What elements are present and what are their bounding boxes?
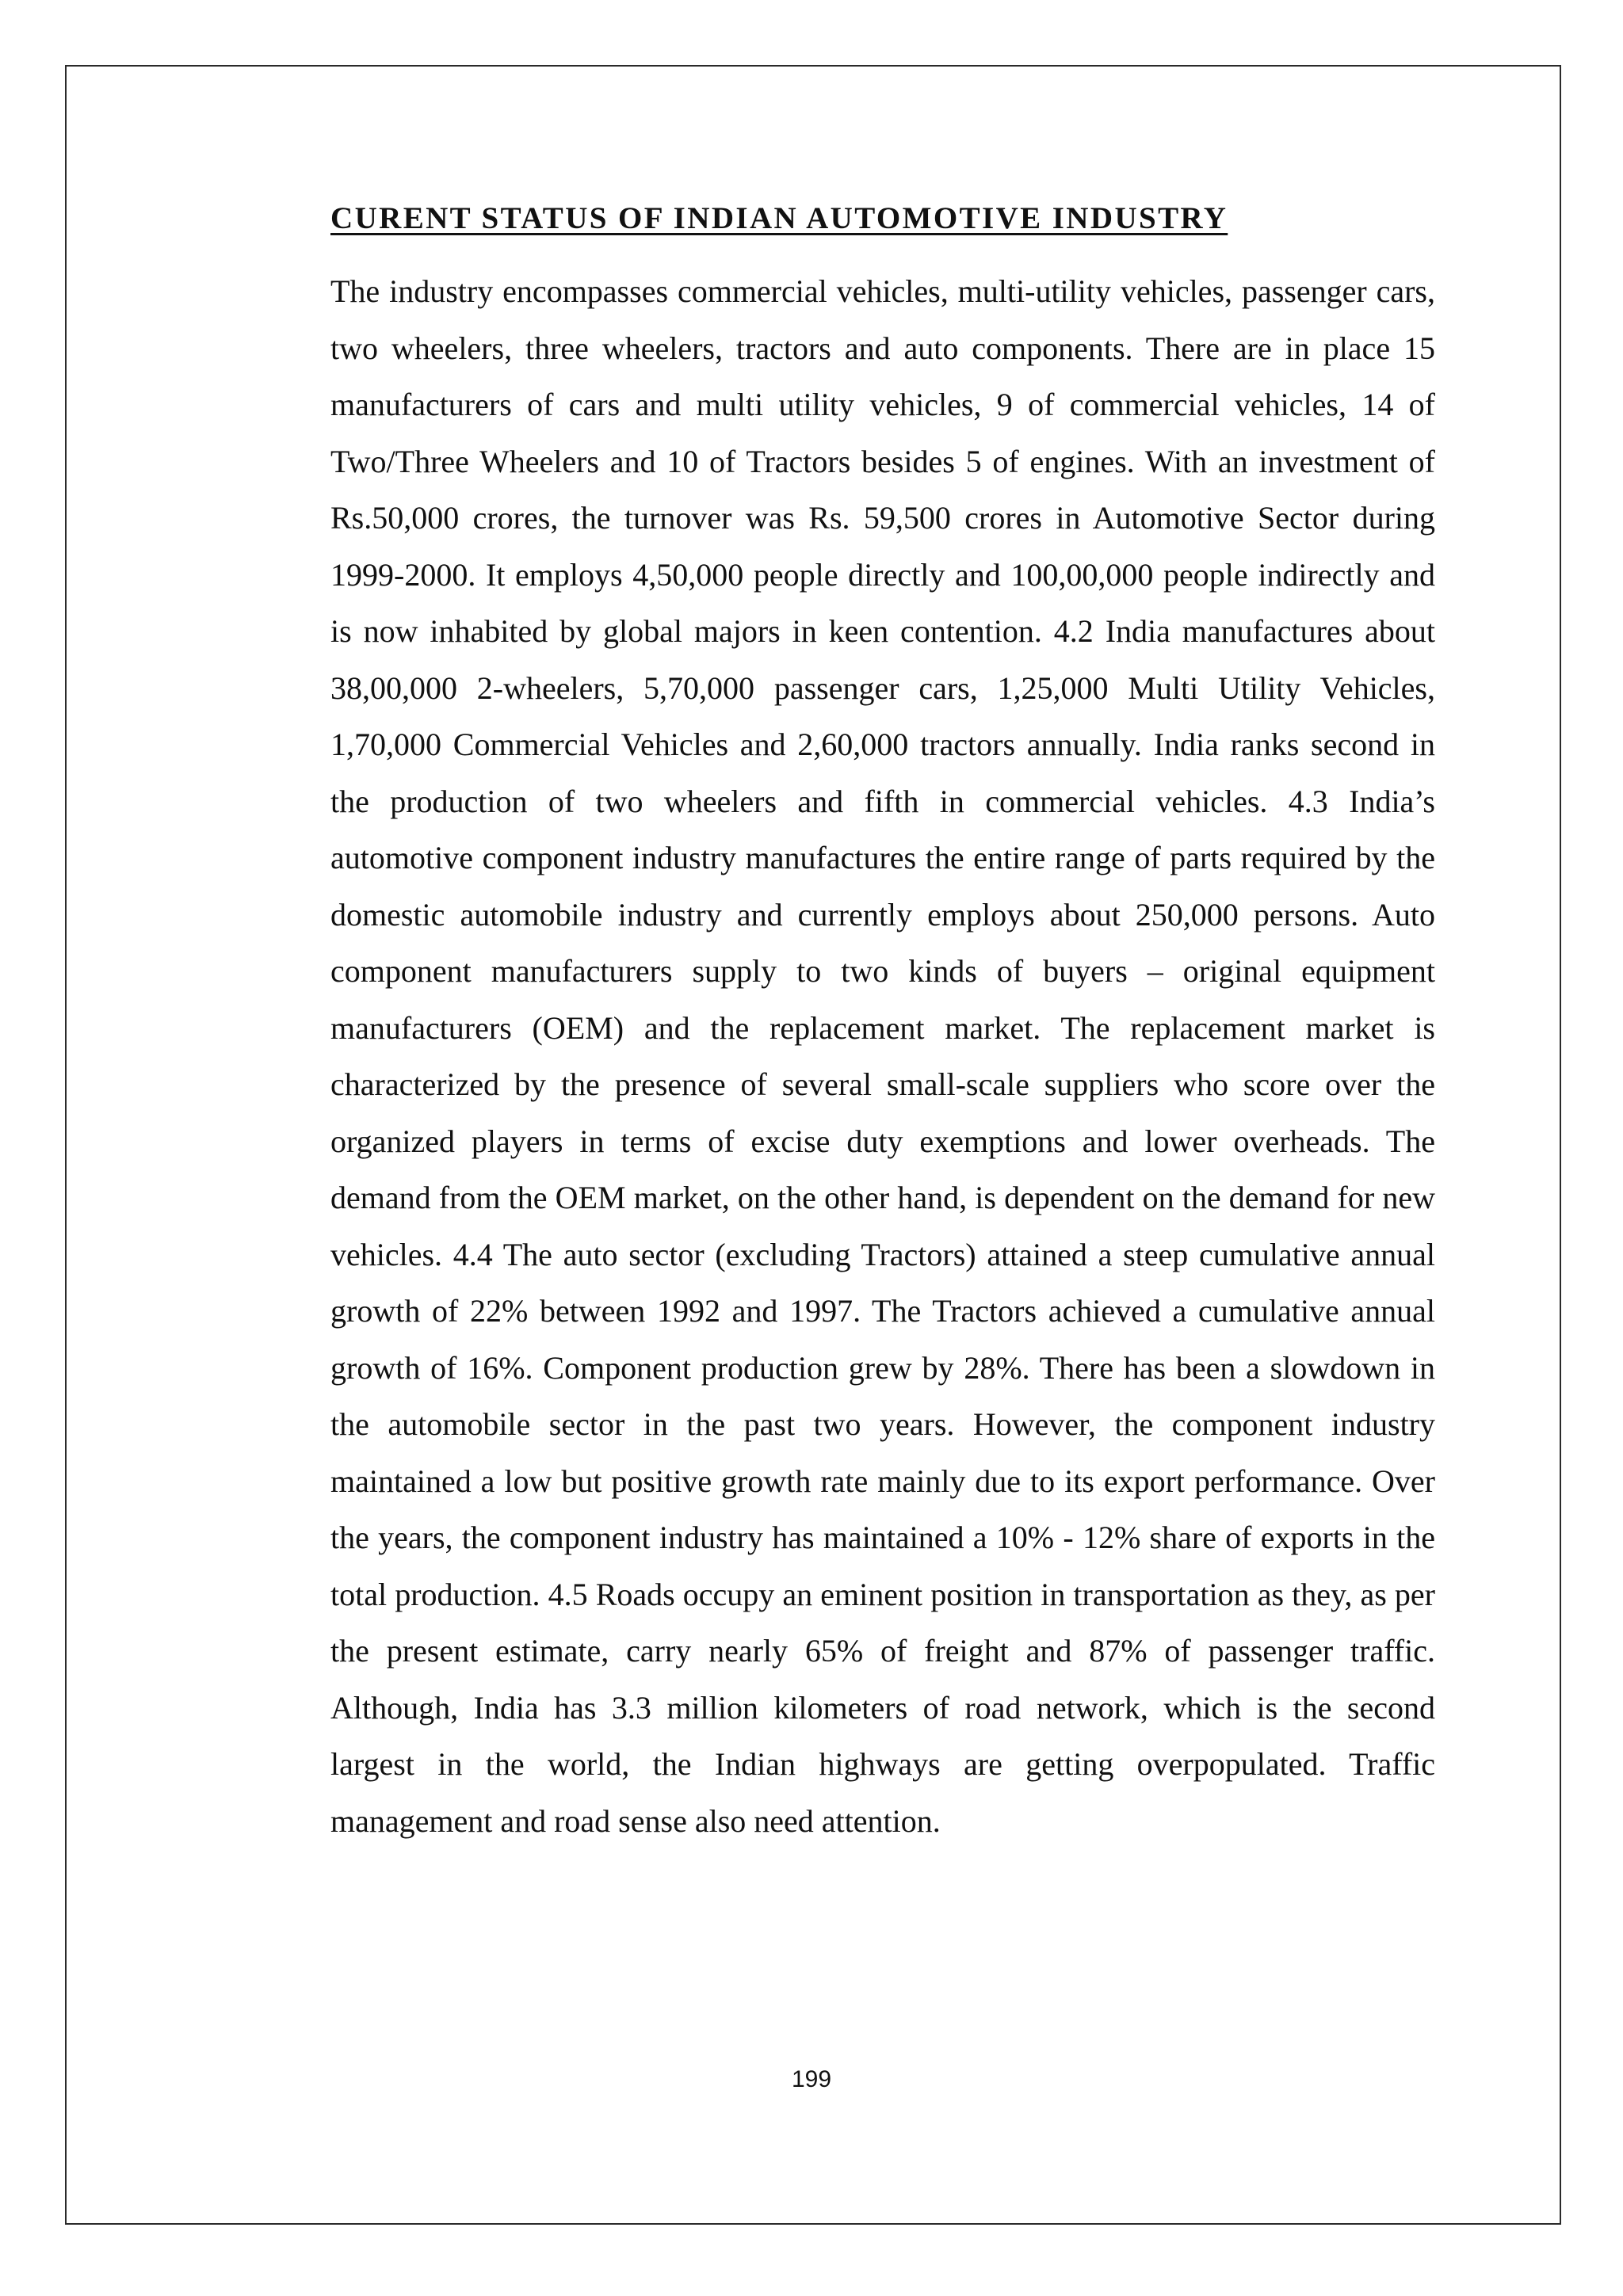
page-content: [330, 193, 1435, 1849]
page-number: 199: [791, 2066, 832, 2092]
section-heading: CURENT STATUS OF INDIAN AUTOMOTIVE INDUSTRY: [330, 201, 1228, 235]
body-paragraph: The industry encompasses commercial vehicles, multi-utility vehicles, passenger cars, two wheelers, three wheelers, tractors and auto components. There are in place 15 manufacturers of cars and multi utility vehicles, 9 of commercial vehicles, 14 of Two/Three Wheelers and 10 of Tractors besides 5 of engines. With an investment of Rs.50,000 crores, the turnover was Rs. 59,500 crores in Automotive Sector during 1999-2000. It employs 4,50,000 people directly and 100,00,000 people indirectly and is now inhabited by global majors in keen contention. 4.2 India manufactures about 38,00,000 2-wheelers, 5,70,000 passenger cars, 1,25,000 Multi Utility Vehicles, 1,70,000 Commercial Vehicles and 2,60,000 tractors annually. India ranks second in the production of two wheelers and fifth in commercial vehicles. 4.3 India’s automotive component industry manufactures the entire range of parts required by the domestic automobile industry and currently employs about 250,000 persons. Auto component manufacturers supply to two kinds of buyers – original equipment manufacturers (OEM) and the replacement market. The replacement market is characterized by the presence of several small-scale suppliers who score over the organized players in terms of excise duty exemptions and lower overheads. The demand from the OEM market, on the other hand, is dependent on the demand for new vehicles. 4.4 The auto sector (excluding Tractors) attained a steep cumulative annual growth of 22% between 1992 and 1997. The Tractors achieved a cumulative annual growth of 16%. Component production grew by 28%. There has been a slowdown in the automobile sector in the past two years. However, the component industry maintained a low but positive growth rate mainly due to its export performance. Over the years, the component industry has maintained a 10% - 12% share of exports in the total production. 4.5 Roads occupy an eminent position in transportation as they, as per the present estimate, carry nearly 65% of freight and 87% of passenger traffic. Although, India has 3.3 million kilometers of road network, which is the second largest in the world, the Indian highways are getting overpopulated. Traffic management and road sense also need attention.: [330, 273, 1435, 1839]
